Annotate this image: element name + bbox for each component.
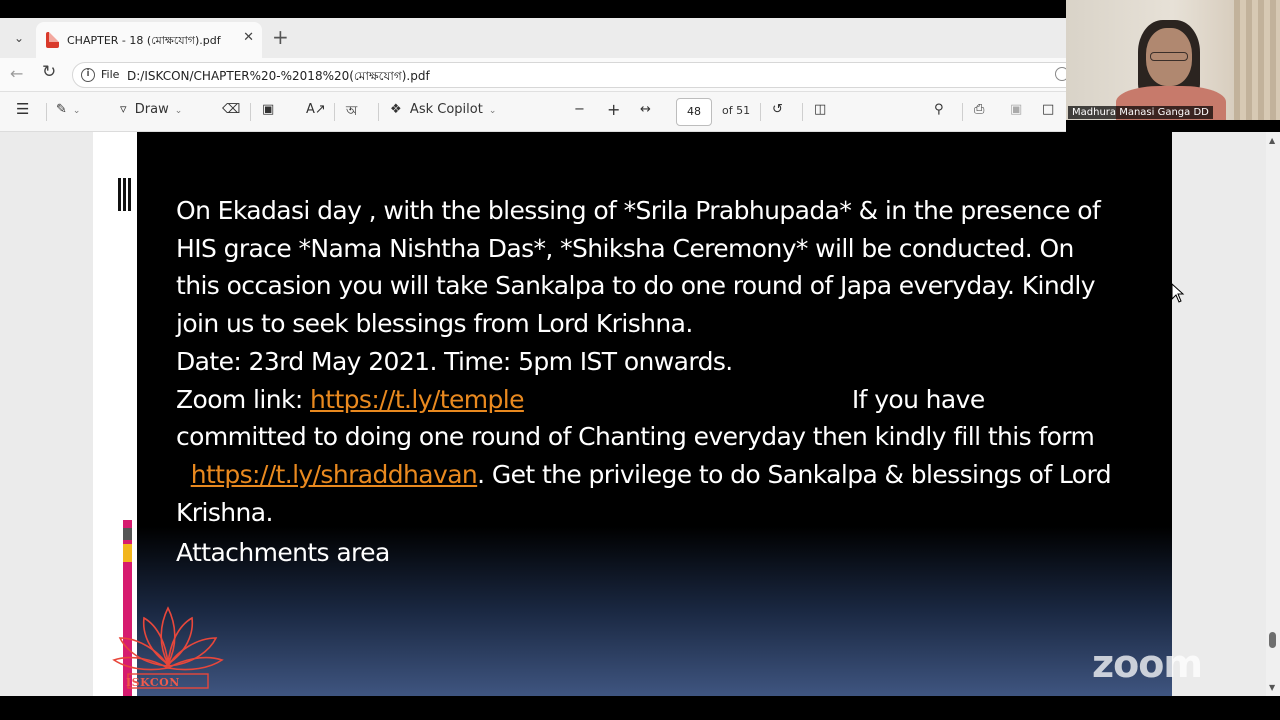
translate-icon[interactable]: অ — [346, 104, 358, 119]
pdf-toolbar — [0, 92, 1066, 132]
announcement-paragraph: On Ekadasi day , with the blessing of *Srila Prabhupada* & in the presence of HIS grace *Nama Nishtha Das*, *Shiksha Ceremony* will be conducted. On this occasion you will take Sankalpa to do one round of Japa everyday. Kindly join us to seek blessings from Lord Krishna. — [176, 196, 1101, 339]
form-link[interactable]: https://t.ly/shraddhavan — [190, 459, 478, 489]
toolbar-divider — [334, 103, 335, 121]
text-box-icon[interactable]: ▣ — [262, 102, 275, 117]
fit-width-icon[interactable]: ↔ — [640, 102, 651, 117]
tab-title: CHAPTER - 18 (মোক্ষযোগ).pdf — [67, 34, 221, 47]
highlight-icon[interactable]: ✎ ⌄ — [56, 102, 81, 117]
new-tab-plus-icon[interactable]: + — [272, 25, 289, 49]
page-view-icon[interactable]: ◫ — [814, 102, 827, 117]
toolbar-divider — [802, 103, 803, 121]
zoom-watermark-logo: zoom — [1092, 642, 1202, 686]
copilot-chevron-icon[interactable]: ⌄ — [488, 106, 497, 116]
highlight-chevron-icon[interactable]: ⌄ — [72, 106, 81, 116]
toolbar-divider — [250, 103, 251, 121]
page-gutter-left — [0, 132, 93, 696]
slide-accent-block — [123, 528, 132, 540]
page-gutter-right — [1172, 132, 1266, 696]
address-bar — [0, 58, 1066, 92]
draw-label: Draw — [134, 102, 169, 117]
save-icon[interactable]: ▣ — [1010, 102, 1023, 117]
draw-pen-icon: ▿ — [120, 102, 127, 117]
save-as-icon[interactable]: □ — [1042, 102, 1055, 117]
tab-close-icon[interactable]: ✕ — [243, 30, 254, 45]
toolbar-divider — [962, 103, 963, 121]
committed-text: If you have committed to doing one round of Chanting everyday then kindly fill this form — [176, 384, 1095, 452]
url-text[interactable]: D:/ISKCON/CHAPTER%20-%2018%20(মোক্ষযোগ).pdf — [127, 69, 430, 83]
tab-list-chevron-icon[interactable]: ⌄ — [13, 31, 25, 45]
slide-body-text — [176, 192, 1116, 531]
tab-bar — [0, 18, 1066, 58]
page-number-input[interactable]: 48 — [676, 98, 712, 126]
read-aloud-icon[interactable]: A↗ — [306, 102, 326, 117]
attachments-area-label: Attachments area — [176, 538, 390, 567]
participant-name-tag: Madhura Manasi Ganga DD — [1068, 106, 1213, 119]
participant-video-tile[interactable] — [1066, 0, 1280, 120]
draw-button[interactable] — [120, 102, 182, 117]
slide-accent-block — [123, 544, 132, 562]
info-icon[interactable]: i — [81, 68, 95, 82]
vertical-scrollbar[interactable] — [1266, 132, 1280, 696]
ask-copilot-button[interactable] — [390, 102, 496, 117]
page-total: of 51 — [722, 104, 751, 117]
draw-chevron-icon[interactable]: ⌄ — [174, 106, 183, 116]
active-tab[interactable] — [36, 22, 262, 58]
zoom-in-icon[interactable]: + — [607, 100, 621, 119]
print-icon[interactable]: ⎙ — [974, 102, 985, 117]
toolbar-divider — [46, 103, 47, 121]
zoom-link-label: Zoom link: — [176, 384, 311, 414]
scroll-down-arrow-icon[interactable]: ▼ — [1269, 683, 1276, 692]
closing-text: . Get the privilege to do Sankalpa & blessings of Lord Krishna. — [176, 459, 1111, 527]
ask-copilot-label: Ask Copilot — [409, 102, 483, 117]
back-arrow-icon[interactable]: ← — [10, 64, 24, 83]
url-field[interactable] — [72, 62, 1082, 88]
scrollbar-thumb[interactable] — [1269, 632, 1276, 648]
eraser-icon[interactable]: ⌫ — [222, 102, 241, 117]
background-curtain — [1234, 0, 1280, 120]
toolbar-divider — [378, 103, 379, 121]
reload-icon[interactable]: ↻ — [42, 62, 57, 82]
toolbar-divider — [760, 103, 761, 121]
scroll-up-arrow-icon[interactable]: ▲ — [1269, 136, 1276, 145]
zoom-link[interactable]: https://t.ly/temple — [310, 384, 524, 414]
participant-glasses — [1150, 52, 1188, 61]
pdf-file-icon — [46, 32, 59, 48]
zoom-out-icon[interactable]: − — [574, 102, 585, 117]
logo-text: ISKCON — [126, 676, 180, 689]
date-time-line: Date: 23rd May 2021. Time: 5pm IST onwards. — [176, 346, 733, 376]
rotate-icon[interactable]: ↺ — [772, 102, 783, 117]
file-scheme-label: File — [101, 68, 120, 81]
contents-list-icon[interactable]: ☰ — [16, 100, 30, 118]
slide-bars-decoration — [118, 178, 134, 211]
mouse-cursor-icon — [1171, 283, 1185, 303]
copilot-icon: ❖ — [390, 102, 402, 117]
search-icon[interactable]: ⚲ — [934, 102, 944, 117]
